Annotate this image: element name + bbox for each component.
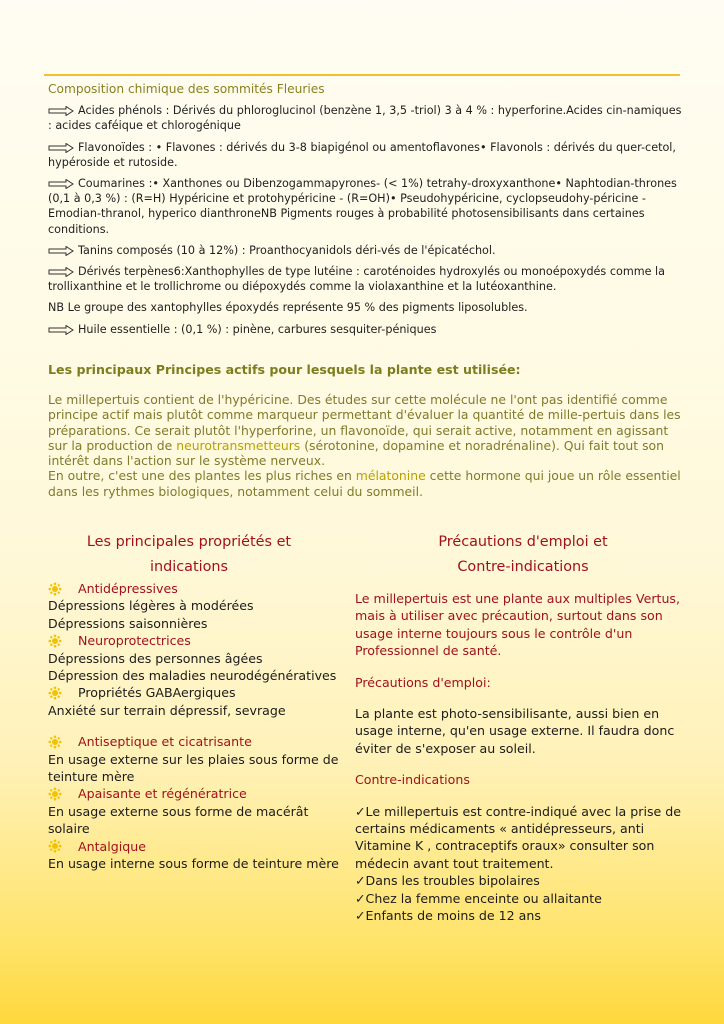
composition-item: Huile essentielle : (0,1 %) : pinène, carbures sesquiter-péniques: [48, 322, 682, 337]
sun-flower-icon: [48, 787, 62, 801]
sun-flower-icon: [48, 582, 62, 596]
property-line: Dépression des maladies neurodégénératives: [48, 668, 337, 684]
property-heading: Antidépressives: [48, 580, 348, 597]
right-column-title: Précautions d'emploi et Contre-indications: [438, 534, 608, 575]
right-arrow-icon: [48, 106, 74, 116]
properties-list: [48, 580, 348, 873]
sun-flower-icon: [48, 634, 62, 648]
composition-item: Dérivés terpènes6:Xanthophylles de type lutéine : caroténoides hydroxylés ou monoépoxydés comme la trollixanthine et le trollichrome ou diépoxydés comme la violaxanthine et la lutéoxanthine.: [48, 265, 666, 294]
top-rule: [44, 74, 680, 76]
highlight-melatonine: mélatonine: [355, 468, 426, 484]
right-arrow-icon: [48, 246, 74, 256]
contre-item: ✓Dans les troubles bipolaires: [355, 873, 540, 889]
property-line: Anxiété sur terrain dépressif, sevrage: [48, 702, 286, 718]
right-arrow-icon: [48, 325, 74, 335]
contre-item: ✓Chez la femme enceinte ou allaitante: [355, 890, 602, 906]
composition-item: Coumarines :• Xanthones ou Dibenzogammapyrones- (< 1%) tetrahy-droxyxanthone• Naphtodian-thrones (0,1 à 0,3 %) : (R=H) Hypéricine et protohypéricine - (R=OH)• Pseudohypéricine, cyclopseudohy-péricine - Emodian-thranol, hyperico dianthroneNB Pigments rouges à probabilité photosensibilisants dans certaines conditions.: [48, 177, 677, 236]
left-column-title: Les principales propriétés et indications: [86, 534, 292, 575]
composition-item: Acides phénols : Dérivés du phloroglucinol (benzène 1, 3,5 -triol) 3 à 4 % : hyperforine.Acides cin-namiques : acides caféique et chlorogénique: [48, 104, 682, 133]
intro-text: Le millepertuis est une plante aux multiples Vertus, mais à utiliser avec précaution, surtout dans son usage interne toujours sous le contrôle d'un Professionnel de santé.: [355, 591, 681, 659]
composition-item: Tanins composés (10 à 12%) : Proanthocyanidols déri-vés de l'épicatéchol.: [48, 243, 682, 258]
contre-item: ✓Le millepertuis est contre-indiqué avec la prise de certains médicaments « antidépresseurs, anti Vitamine K , contraceptifs oraux» consulter son médecin avant tout traitement.: [355, 803, 681, 871]
sun-flower-icon: [48, 839, 62, 853]
composition-item: Flavonoïdes : • Flavones : dérivés du 3-8 biapigénol ou amentoflavones• Flavonols : dérivés du quer-cetol, hypéroside et rutoside.: [48, 140, 676, 169]
property-heading: Antalgique: [48, 838, 348, 855]
actifs-heading: Les principaux Principes actifs pour lesquels la plante est utilisée:: [48, 362, 521, 377]
right-arrow-icon: [48, 179, 74, 189]
property-heading: Antiseptique et cicatrisante: [48, 733, 348, 750]
composition-title: Composition chimique des sommités Fleuries: [48, 82, 325, 96]
precautions-column: [355, 590, 687, 925]
property-heading: Neuroprotectrices: [48, 632, 348, 649]
composition-nb: NB Le groupe des xantophylles époxydés représente 95 % des pigments liposolubles.: [48, 301, 528, 315]
sun-flower-icon: [48, 735, 62, 749]
property-line: Dépressions saisonnières: [48, 615, 208, 631]
right-arrow-icon: [48, 143, 74, 153]
property-line: En usage interne sous forme de teinture mère: [48, 856, 339, 872]
precautions-heading: Précautions d'emploi:: [355, 674, 491, 690]
precautions-text: La plante est photo-sensibilisante, aussi bien en usage interne, qu'en usage externe. Il faudra donc éviter de s'exposer au soleil.: [355, 706, 675, 756]
actifs-text: Le millepertuis contient de l'hypéricine. Des études sur cette molécule ne l'ont pas identifié comme principe actif mais plutôt comme marqueur permettant d'évaluer la quantité de mille-pertuis dans les préparations. Ce serait plutôt l'hyperforine, un flavonoïde, qui serait active, notamment en agissant sur la production de neurotransmetteurs (sérotonine, dopamine et noradrénaline). Qui fait tout son intérêt dans l'action sur le système nerveux. En outre, c'est une des plantes les plus riches en mélatonine cette hormone qui joue un rôle essentiel dans les rythmes biologiques, notamment celui du sommeil.: [48, 392, 681, 499]
property-line: En usage externe sur les plaies sous forme de teinture mère: [48, 751, 339, 785]
composition-section: [48, 82, 682, 343]
sun-flower-icon: [48, 686, 62, 700]
property-line: Dépressions des personnes âgées: [48, 650, 263, 666]
right-arrow-icon: [48, 267, 74, 277]
property-heading: Apaisante et régénératrice: [48, 785, 348, 802]
property-line: Dépressions légères à modérées: [48, 598, 254, 614]
contre-item: ✓Enfants de moins de 12 ans: [355, 908, 541, 924]
contre-indications-heading: Contre-indications: [355, 772, 470, 788]
property-heading: Propriétés GABAergiques: [48, 684, 348, 701]
property-line: En usage externe sous forme de macérât solaire: [48, 803, 309, 837]
highlight-neurotransmetteurs: neurotransmetteurs: [176, 437, 301, 453]
